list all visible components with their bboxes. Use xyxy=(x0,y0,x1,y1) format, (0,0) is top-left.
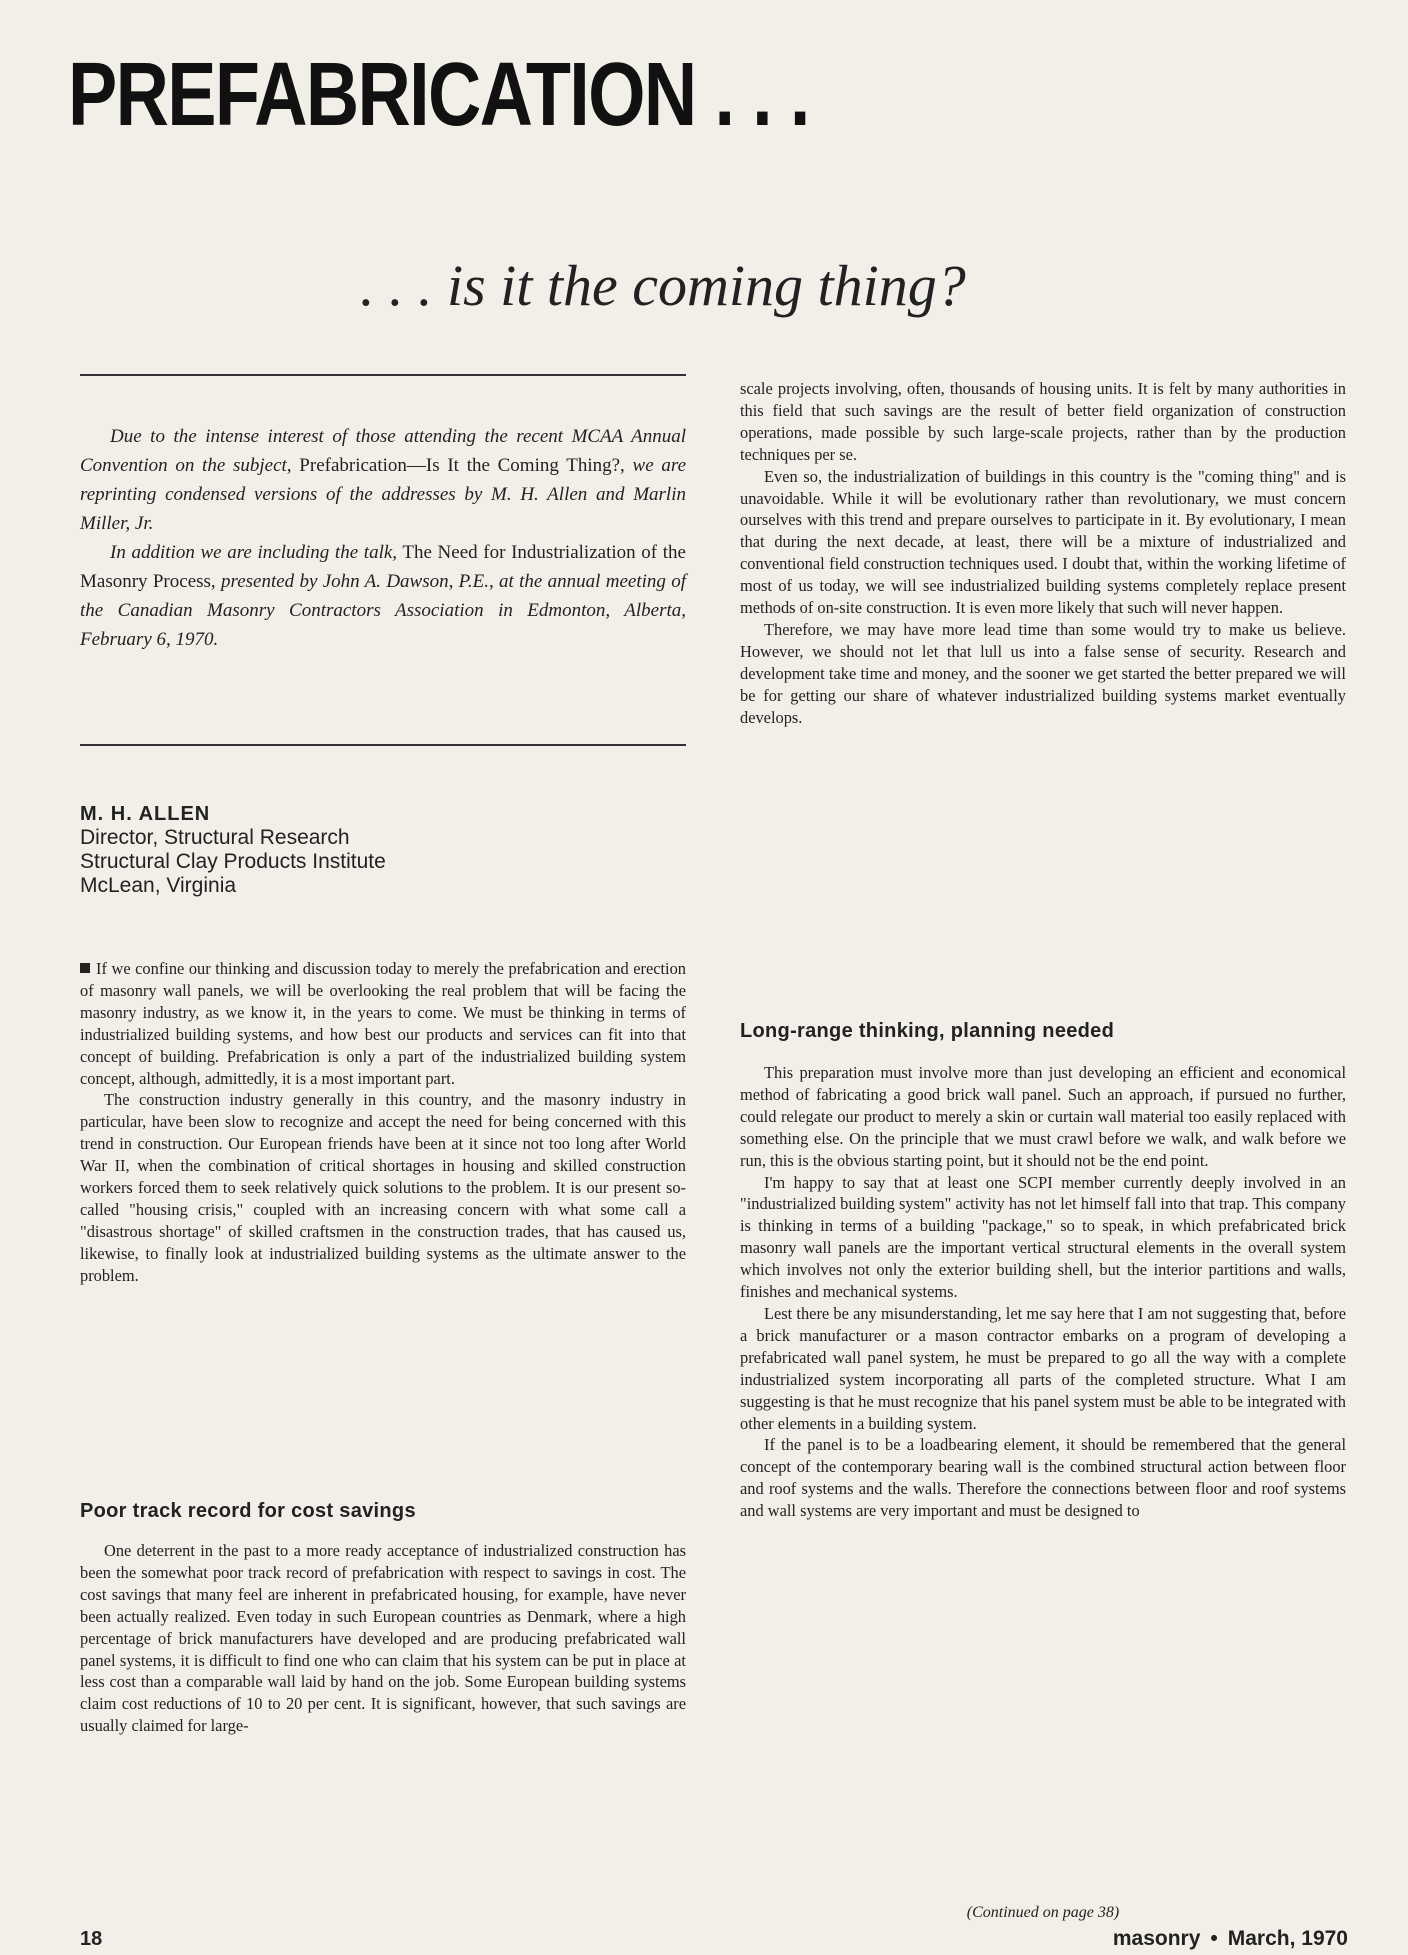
author-block xyxy=(80,802,686,898)
right-column-body xyxy=(740,378,1346,729)
running-footer xyxy=(1113,1927,1348,1951)
magazine-name: masonry xyxy=(1112,1927,1201,1950)
body-paragraph: Therefore, we may have more lead time than some would try to make us believe. However, we should not let that lull us into a false sense of security. Research and development take time and money, and the sooner we get started the better prepared we will be for getting our share of whatever industrialized building systems market eventually develops. xyxy=(740,619,1346,727)
left-column-body xyxy=(80,958,686,1287)
page-number: 18 xyxy=(80,1928,103,1950)
author-location: McLean, Virginia xyxy=(80,874,237,897)
right-column-body-2 xyxy=(740,1062,1346,1522)
issue-date: March, 1970 xyxy=(1227,1927,1348,1950)
body-paragraph: scale projects involving, often, thousands of housing units. It is felt by many authorities in this field that such savings are the result of better field organization of construction operations, made possible by such large-scale projects, rather than by the production techniques per se. xyxy=(740,379,1346,464)
body-paragraph: This preparation must involve more than just developing an efficient and economical method of fabricating a good brick wall panel. Such an approach, if pursued no further, could relegate our product to merely a skin or curtain wall material too easily replaced with something else. On the principle that we must crawl before we walk, and walk before we run, this is the obvious starting point, but it should not be the end point. xyxy=(740,1063,1346,1170)
middle-divider xyxy=(80,744,686,746)
section-heading-long-range: Long-range thinking, planning needed xyxy=(740,1020,1115,1042)
author-title: Director, Structural Research xyxy=(80,826,350,849)
author-organization: Structural Clay Products Institute xyxy=(80,850,386,873)
body-paragraph: If the panel is to be a loadbearing element, it should be remembered that the general concept of the contemporary bearing wall is the combined structural action between floor and roof systems and the walls. Therefore the connections between floor and roof systems and wall systems are very important and must be designed to xyxy=(740,1435,1346,1521)
body-paragraph: Lest there be any misunderstanding, let me say here that I am not suggesting that, before a brick manufacturer or a mason contractor embarks on a program of developing a prefabricated wall panel system, he must be prepared to go all the way with a complete industrialized system incorporating all parts of the completed structure. What I am suggesting is that he must recognize that his panel system must be able to be integrated with other elements in a building system. xyxy=(740,1303,1346,1433)
author-name: M. H. ALLEN xyxy=(80,803,211,825)
editor-note-paragraph-2: In addition we are including the talk, The Need for Industrialization of the Masonry Process, presented by John A. Dawson, P.E., at the annual meeting of the Canadian Masonry Contractors Association in Edmonton, Alberta, February 6, 1970. xyxy=(80,542,686,650)
article-subtitle: . . . is it the coming thing? xyxy=(360,253,966,318)
bullet-square-icon xyxy=(80,963,90,973)
bullet-dot-icon: • xyxy=(1210,1927,1218,1950)
body-paragraph: I'm happy to say that at least one SCPI member currently deeply involved in an "industrialized building system" activity has not let himself fall into that trap. This company is thinking in terms of a building "package," so to speak, in which prefabricated brick masonry wall panels are the important vertical structural elements in the overall system which involves not only the exterior building shell, but the interior partitions and walls, finishes and mechanical systems. xyxy=(740,1172,1346,1302)
top-divider xyxy=(80,374,686,376)
editor-note-paragraph-1: Due to the intense interest of those attending the recent MCAA Annual Convention on the subject, Prefabrication—Is It the Coming Thing?, we are reprinting condensed versions of the addresses by M. H. Allen and Marlin Miller, Jr. xyxy=(80,426,686,534)
body-paragraph: Even so, the industrialization of buildings in this country is the "coming thing" and is unavoidable. While it will be evolutionary rather than revolutionary, we must concern ourselves with this trend and prepare ourselves to participate in it. By evolutionary, I mean that during the next decade, at least, there will be a mixture of industrialized and conventional field construction techniques used. I doubt that, within the working lifetime of most of us today, we will see industrialized building systems completely replace present methods of on-site construction. It is even more likely that such will never happen. xyxy=(740,466,1346,618)
body-paragraph: One deterrent in the past to a more ready acceptance of industrialized construction has been the somewhat poor track record of prefabrication with respect to savings in cost. The cost savings that many feel are inherent in prefabricated housing, for example, have never been actually realized. Even today in such European countries as Denmark, where a high percentage of brick manufacturers have developed and are producing prefabricated wall panel systems, it is difficult to find one who can claim that his system can be put in place at less cost than a comparable wall laid by hand on the job. Some European building systems claim cost reductions of 10 to 20 per cent. It is significant, however, that such savings are usually claimed for large- xyxy=(80,1541,686,1736)
continued-note: (Continued on page 38) xyxy=(966,1904,1120,1921)
article-title: PREFABRICATION . . . xyxy=(68,45,809,145)
body-paragraph: If we confine our thinking and discussion today to merely the prefabrication and erection of masonry wall panels, we will be overlooking the real problem that will be facing the masonry industry, as we know it, in the years to come. We must be thinking in terms of industrialized building systems, and how best our products and services can fit into that concept of building. Prefabrication is only a part of the industrialized building system concept, although, admittedly, it is a most important part. xyxy=(80,959,686,1088)
section-heading-cost-savings: Poor track record for cost savings xyxy=(80,1500,416,1522)
left-column-body-2 xyxy=(80,1540,686,1737)
body-paragraph: The construction industry generally in this country, and the masonry industry in particular, have been slow to recognize and accept the need for being concerned with this trend in construction. Our European friends have been at it since not too long after World War II, when the combination of critical shortages in housing and skilled construction workers forced them to seek relatively quick solutions to the problem. It is our present so-called "housing crisis," coupled with an increasing concern with what some call a "disastrous shortage" of skilled craftsmen in the construction trades, that has caused us, likewise, to finally look at industrialized building systems as the ultimate answer to the problem. xyxy=(80,1090,686,1285)
editor-note xyxy=(80,422,686,654)
